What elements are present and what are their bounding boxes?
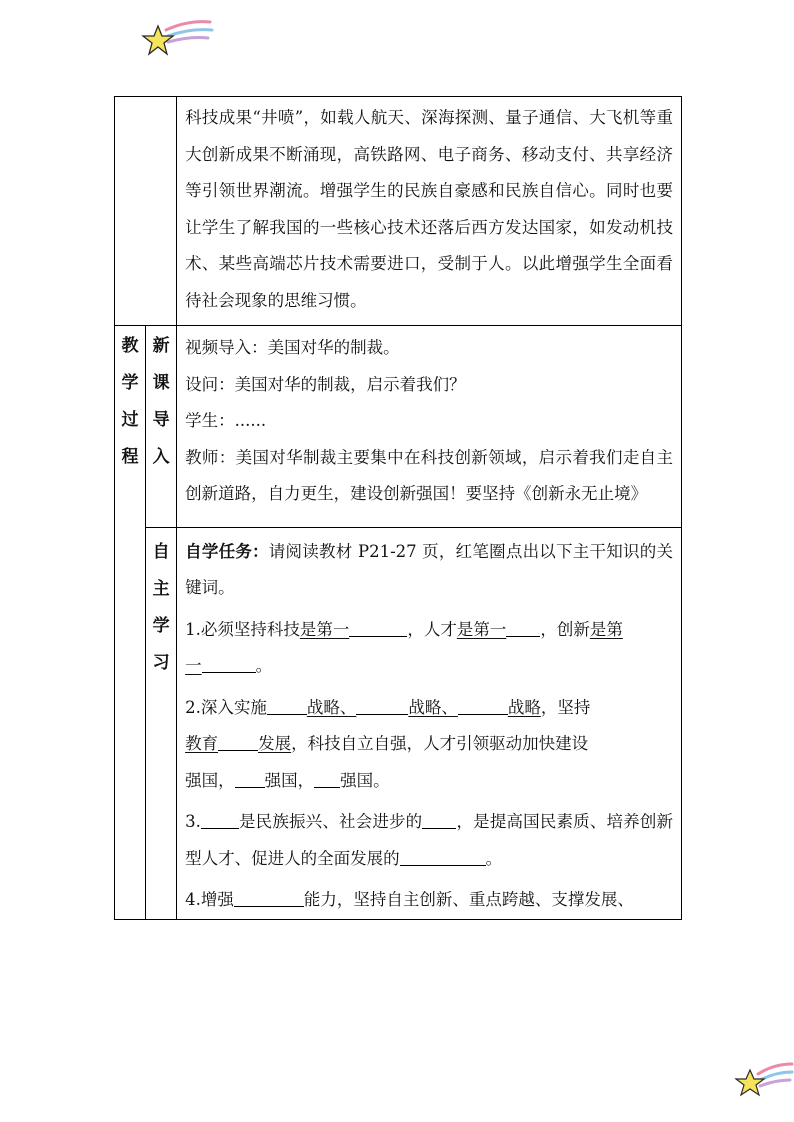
blank xyxy=(235,769,265,788)
student-line: 学生：...... xyxy=(185,411,267,430)
new-lesson-label-cell xyxy=(146,326,177,528)
question-line: 设问：美国对华的制裁，启示着我们？ xyxy=(185,374,466,394)
blank xyxy=(267,696,307,715)
intro-cell xyxy=(177,97,682,326)
task-paragraph xyxy=(185,534,673,607)
teacher-line: 教师：美国对华制裁主要集中在科技创新领域，启示着我们走自主创新道路，自力更生，建设创新强国！要坚持《创新永无止境》 xyxy=(185,447,673,503)
blank xyxy=(314,769,340,788)
blank xyxy=(234,888,304,907)
question-2: 2.深入实施 战略、 战略、 战略，坚持 教育 发展，科技自立自强，人才引领驱动加快建设 强国， 强国， 强国。 xyxy=(185,697,591,790)
task-text: 请阅读教材 P21-27 页，红笔圈点出以下主干知识的关键词。 xyxy=(185,541,673,597)
blank xyxy=(349,618,407,637)
blank xyxy=(506,618,540,637)
question-4: 4.增强 能力，坚持自主创新、重点跨越、支撑发展、 xyxy=(185,890,634,909)
self-study-content-cell xyxy=(177,527,682,919)
empty-cell xyxy=(115,97,177,326)
blank xyxy=(201,810,239,829)
blank xyxy=(422,810,456,829)
intro-row xyxy=(115,97,682,326)
intro-text: 科技成果“井喷”，如载人航天、深海探测、量子通信、大飞机等重大创新成果不断涌现，高铁路网、电子商务、移动支付、共享经济等引领世界潮流。增强学生的民族自豪感和民族自信心。同时也要让学生了解我国的一些核心技术还落后西方发达国家，如发动机技术、某些高端芯片技术需要进口，受制于人。以此增强学生全面看待社会现象的思维习惯。 xyxy=(185,108,673,310)
new-lesson-label: 新 课 导 入 xyxy=(152,336,170,467)
process-label-cell xyxy=(115,326,146,920)
shooting-star-icon-top xyxy=(138,16,218,62)
process-label: 教 学 过 程 xyxy=(121,336,139,467)
task-title: 自学任务： xyxy=(185,541,269,561)
blank xyxy=(458,696,508,715)
blank xyxy=(356,696,408,715)
question-3: 3. 是民族振兴、社会进步的 ，是提高国民素质、培养创新型人才、促进人的全面发展的 。 xyxy=(185,812,674,868)
video-intro-line: 视频导入：美国对华的制裁。 xyxy=(185,338,400,357)
blank xyxy=(400,847,486,866)
blank xyxy=(202,654,256,673)
new-lesson-row xyxy=(115,326,682,528)
lesson-plan-table xyxy=(114,96,682,920)
self-study-row xyxy=(115,527,682,919)
self-study-label: 自 主 学 习 xyxy=(152,541,170,673)
question-1: 1.必须坚持科技是第一 ，人才是第一 ，创新是第 一 。 xyxy=(185,619,623,675)
shooting-star-icon-bottom xyxy=(732,1058,794,1100)
blank xyxy=(218,732,258,751)
new-lesson-content-cell xyxy=(177,326,682,528)
self-study-label-cell xyxy=(146,527,177,919)
